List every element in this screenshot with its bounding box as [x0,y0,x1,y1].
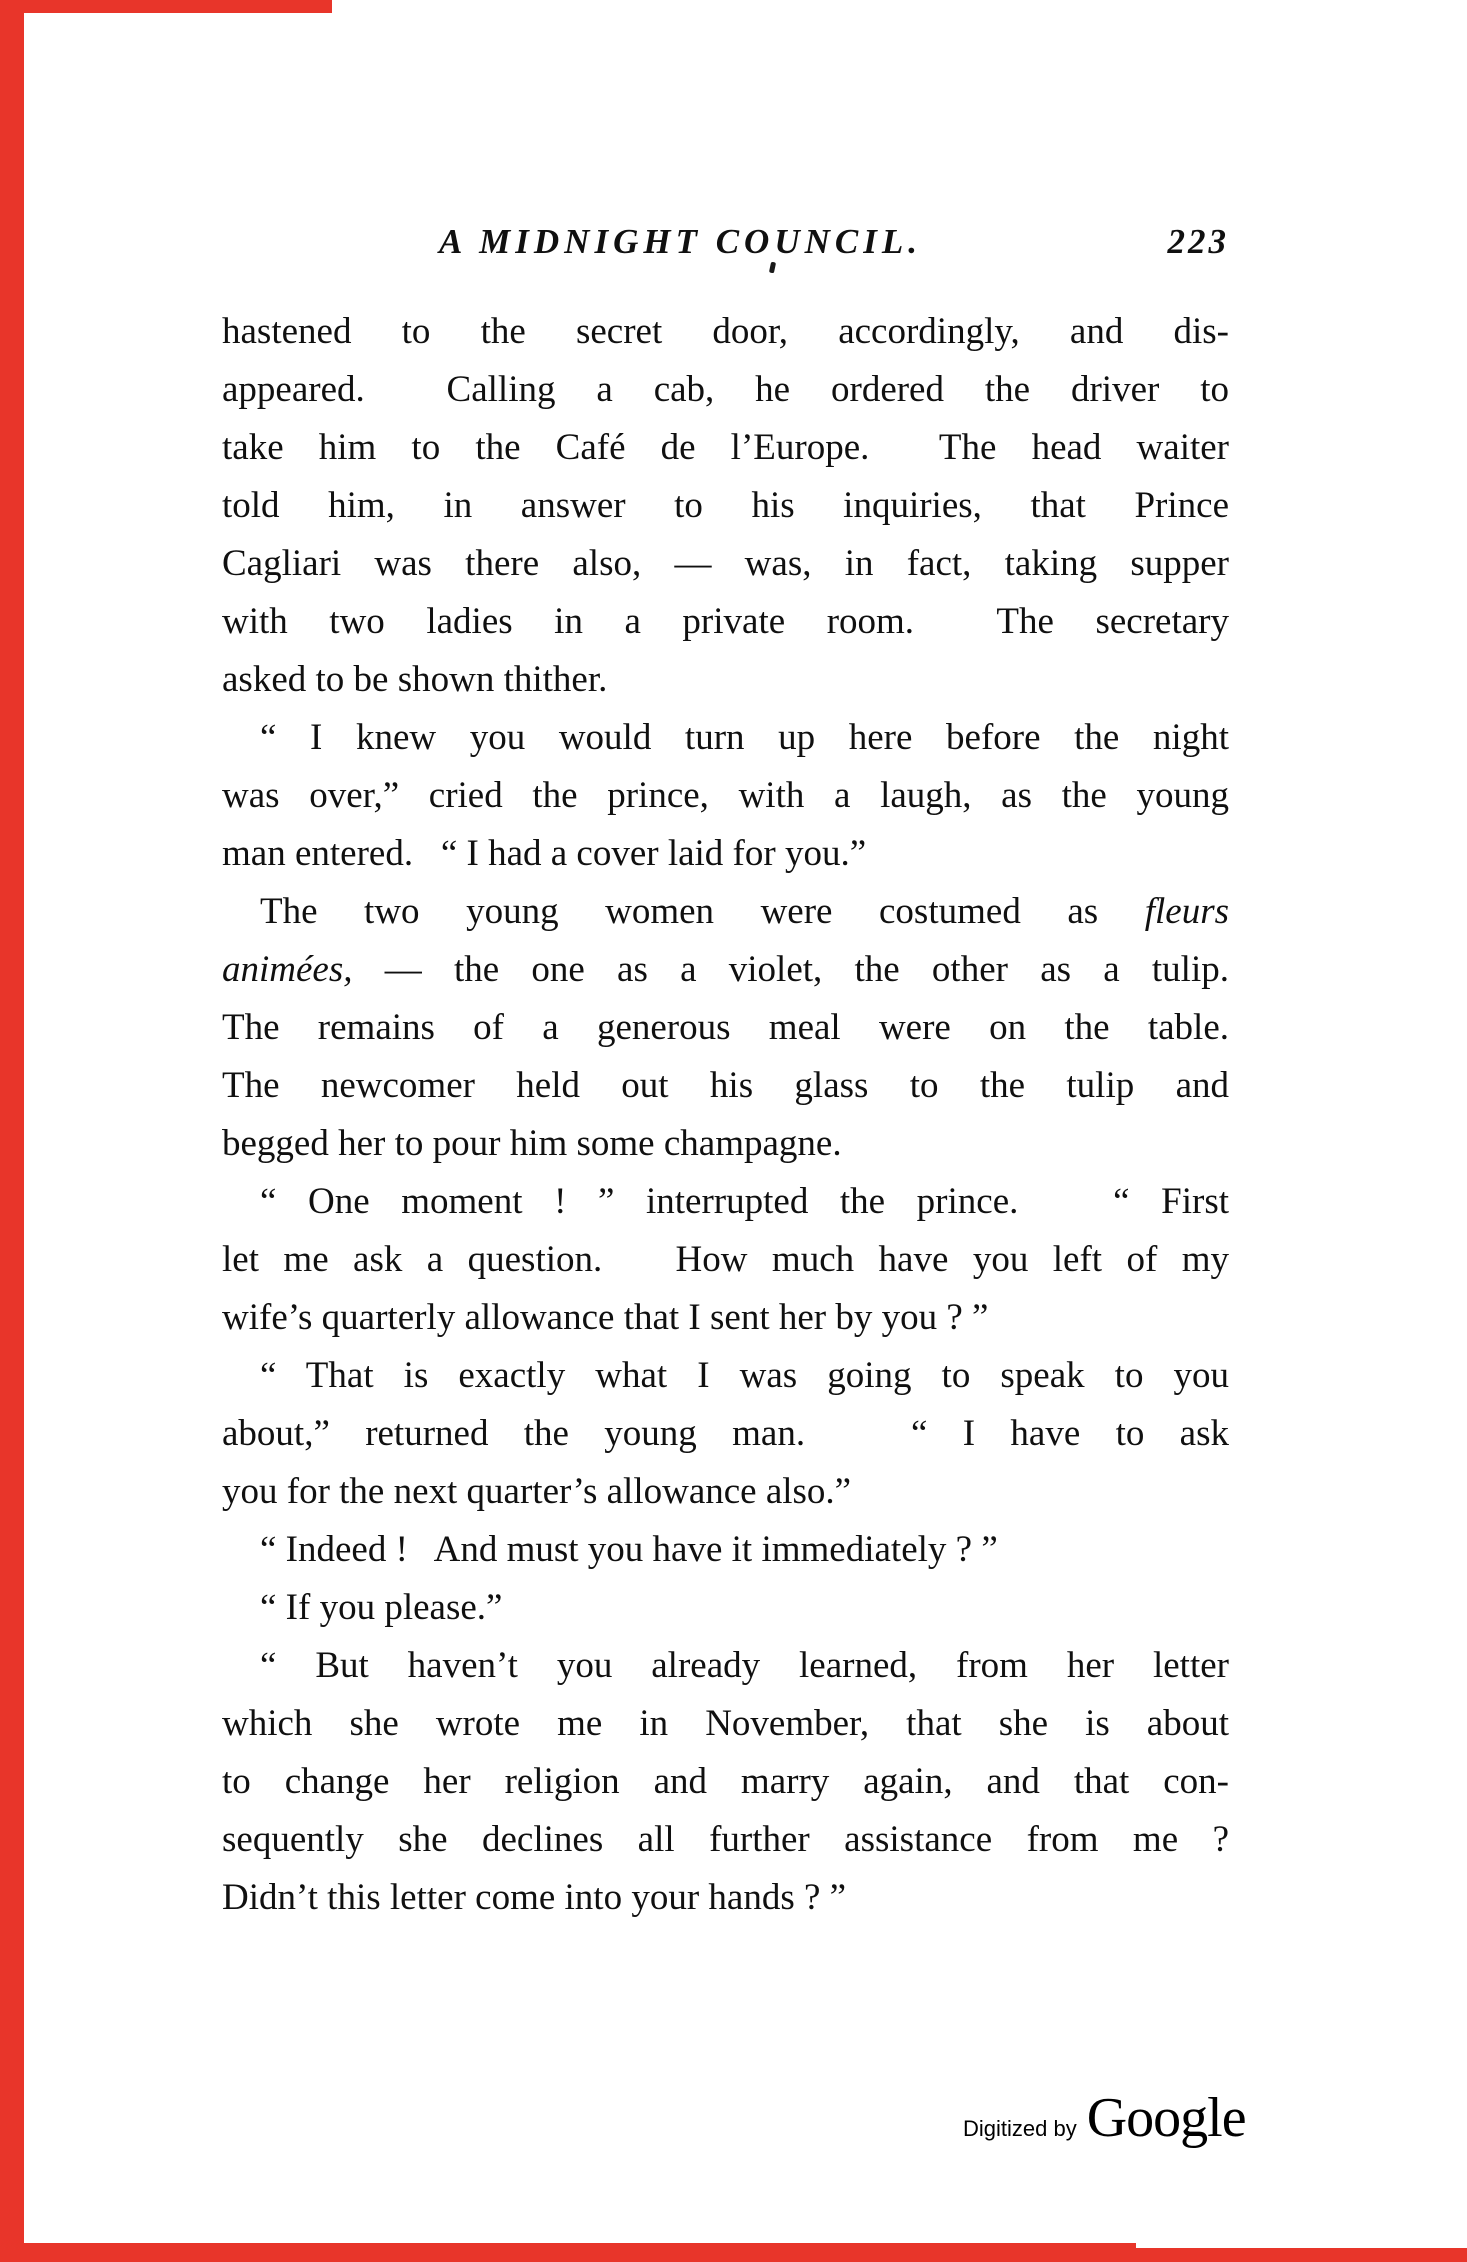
text-line [222,709,1229,767]
text-line [222,477,1229,535]
text-line [222,1753,1229,1811]
text-segment: “ I knew you would turn up here before the night [260,717,1229,758]
text-segment: — the one as a violet, the other as a tulip. [352,949,1229,990]
running-header [222,222,1229,262]
watermark-prefix: Digitized by [963,2116,1077,2141]
text-line [222,1347,1229,1405]
text-segment: “ That is exactly what I was going to speak to you [260,1355,1229,1396]
text-segment: appeared. Calling a cab, he ordered the driver to [222,369,1229,410]
paragraph [222,1347,1229,1521]
scan-speck [769,262,776,274]
text-line [222,1405,1229,1463]
text-line [222,535,1229,593]
text-line [222,1115,1229,1173]
text-block [222,303,1229,1927]
text-segment: you for the next quarter’s allowance also.” [222,1471,852,1512]
paragraph [222,709,1229,883]
text-line [222,361,1229,419]
text-line [222,1811,1229,1869]
text-segment: “ If you please.” [260,1587,503,1628]
text-line [222,941,1229,999]
paragraph [222,1579,1229,1637]
text-segment: “ But haven’t you already learned, from her letter [260,1645,1229,1686]
text-segment: told him, in answer to his inquiries, that Prince [222,485,1229,526]
header-title: A MIDNIGHT COUNCIL. [439,222,922,261]
scan-artifact-bottom-edge [0,2248,1467,2262]
text-segment: The two young women were costumed as [260,891,1145,932]
text-segment: hastened to the secret door, accordingly, and dis- [222,311,1229,352]
google-watermark [963,2086,1246,2150]
text-segment: The remains of a generous meal were on the table. [222,1007,1229,1048]
paragraph [222,1521,1229,1579]
paragraph [222,1173,1229,1347]
text-segment: “ Indeed ! And must you have it immediately ? ” [260,1529,998,1570]
text-segment: man entered. “ I had a cover laid for you.” [222,833,867,874]
text-line [222,1463,1229,1521]
text-segment: wife’s quarterly allowance that I sent her by you ? ” [222,1297,989,1338]
text-line [222,303,1229,361]
text-line [222,593,1229,651]
text-line [222,1231,1229,1289]
paragraph [222,303,1229,709]
italic-phrase: fleurs [1144,891,1229,932]
text-segment: asked to be shown thither. [222,659,608,700]
text-segment: sequently she declines all further assistance from me ? [222,1819,1229,1860]
text-segment: Didn’t this letter come into your hands ? ” [222,1877,847,1918]
page-number: 223 [1167,222,1229,261]
text-line [222,1289,1229,1347]
text-segment: which she wrote me in November, that she is about [222,1703,1229,1744]
paragraph [222,1637,1229,1927]
text-line [222,825,1229,883]
text-segment: was over,” cried the prince, with a laugh, as the young [222,775,1229,816]
text-line [222,1521,1229,1579]
paragraph [222,883,1229,1173]
text-segment: Cagliari was there also, — was, in fact, taking supper [222,543,1229,584]
text-segment: with two ladies in a private room. The secretary [222,601,1229,642]
scan-artifact-left-edge [0,0,24,2262]
text-line [222,651,1229,709]
text-line [222,767,1229,825]
text-segment: The newcomer held out his glass to the tulip and [222,1065,1229,1106]
google-logo: Google [1086,2087,1246,2149]
text-line [222,1637,1229,1695]
scan-artifact-top-edge [0,0,332,13]
text-line [222,419,1229,477]
text-line [222,1869,1229,1927]
text-line [222,883,1229,941]
text-segment: to change her religion and marry again, and that con- [222,1761,1229,1802]
text-segment: begged her to pour him some champagne. [222,1123,842,1164]
text-segment: take him to the Café de l’Europe. The head waiter [222,427,1229,468]
text-line [222,999,1229,1057]
text-line [222,1173,1229,1231]
italic-phrase: animées, [222,949,353,990]
text-segment: “ One moment ! ” interrupted the prince. “ First [260,1181,1229,1222]
text-line [222,1057,1229,1115]
text-line [222,1695,1229,1753]
text-segment: about,” returned the young man. “ I have to ask [222,1413,1229,1454]
text-segment: let me ask a question. How much have you left of my [222,1239,1229,1280]
text-line [222,1579,1229,1637]
